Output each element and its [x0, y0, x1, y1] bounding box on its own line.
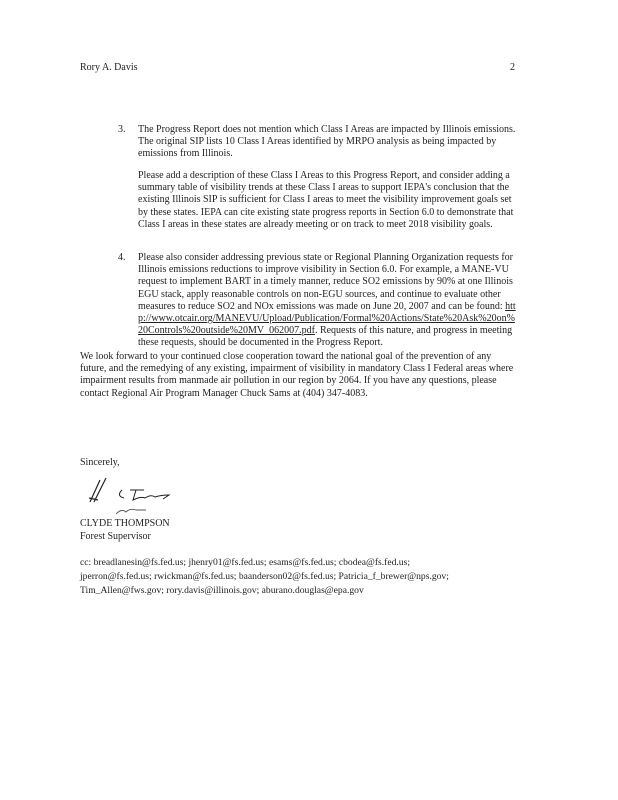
item-text-after-link: . Requests of this nature, and progress in meeting these requests, should be documented in the Progress Report.: [138, 325, 513, 349]
cc-line: Tim_Allen@fws.gov; rory.davis@illinois.gov; aburano.douglas@epa.gov: [80, 585, 364, 596]
header-recipient-name: Rory A. Davis: [80, 62, 138, 73]
item-text: The Progress Report does not mention which Class I Areas are impacted by Illinois emissions. The original SIP lists 10 Class I Areas identified by MRPO analysis as being impacted by emissions from Illinois.: [138, 124, 516, 160]
item-number: 3.: [118, 124, 126, 135]
item-3-followup-paragraph: Please add a description of these Class I Areas to this Progress Report, and consider adding a summary table of visibility trends at these Class I areas to support IEPA's conclusion that the existing Illinois SIP is sufficient for Class I areas to meet the visibility improvement goals set by these states. IEPA can cite existing state progress reports in Section 6.0 to demonstrate that Class I areas in these states are already meeting or on track to meet 2018 visibility goals.: [138, 170, 514, 230]
cc-line: cc: breadlanesin@fs.fed.us; jhenry01@fs.fed.us; esams@fs.fed.us; cbodea@fs.fed.us;: [80, 557, 410, 568]
item-text: [138, 252, 518, 350]
list-item-3: [118, 124, 518, 161]
page-number: 2: [510, 62, 515, 73]
cc-line: jperron@fs.fed.us; rwickman@fs.fed.us; baanderson02@fs.fed.us; Patricia_f_brewer@nps.gov;: [80, 571, 449, 582]
handwritten-signature-icon: [86, 476, 226, 520]
item-text-before-link: Please also consider addressing previous state or Regional Planning Organization requests for Illinois emissions reductions to improve visibility in Section 6.0. For example, a MANE-VU request to implement BART in a timely manner, reduce SO2 emissions by 90% at one Illinois EGU stack, apply reasonable controls on non-EGU sources, and continue to evaluate other measures to reduce SO2 and NOx emissions was made on June 20, 2007 and can be found:: [138, 252, 514, 312]
signer-title: Forest Supervisor: [80, 531, 151, 542]
manevu-request-link[interactable]: http://www.otcair.org/MANEVU/Upload/Publication/Formal%20Actions/State%20Ask%20on%20Controls%20outside%20MV_062007.pdf: [138, 300, 516, 337]
item-number: 4.: [118, 252, 126, 263]
closing-paragraph: We look forward to your continued close cooperation toward the national goal of the prevention of any future, and the remedying of any existing, impairment of visibility in mandatory Class I Federal areas where impairment results from manmade air pollution in our region by 2064. If you have any questions, please contact Regional Air Program Manager Chuck Sams at (404) 347-4083.: [80, 351, 514, 399]
signer-name: CLYDE THOMPSON: [80, 518, 170, 529]
list-item-4: [118, 252, 518, 350]
signature: [86, 476, 226, 524]
signoff: Sincerely,: [80, 457, 120, 468]
